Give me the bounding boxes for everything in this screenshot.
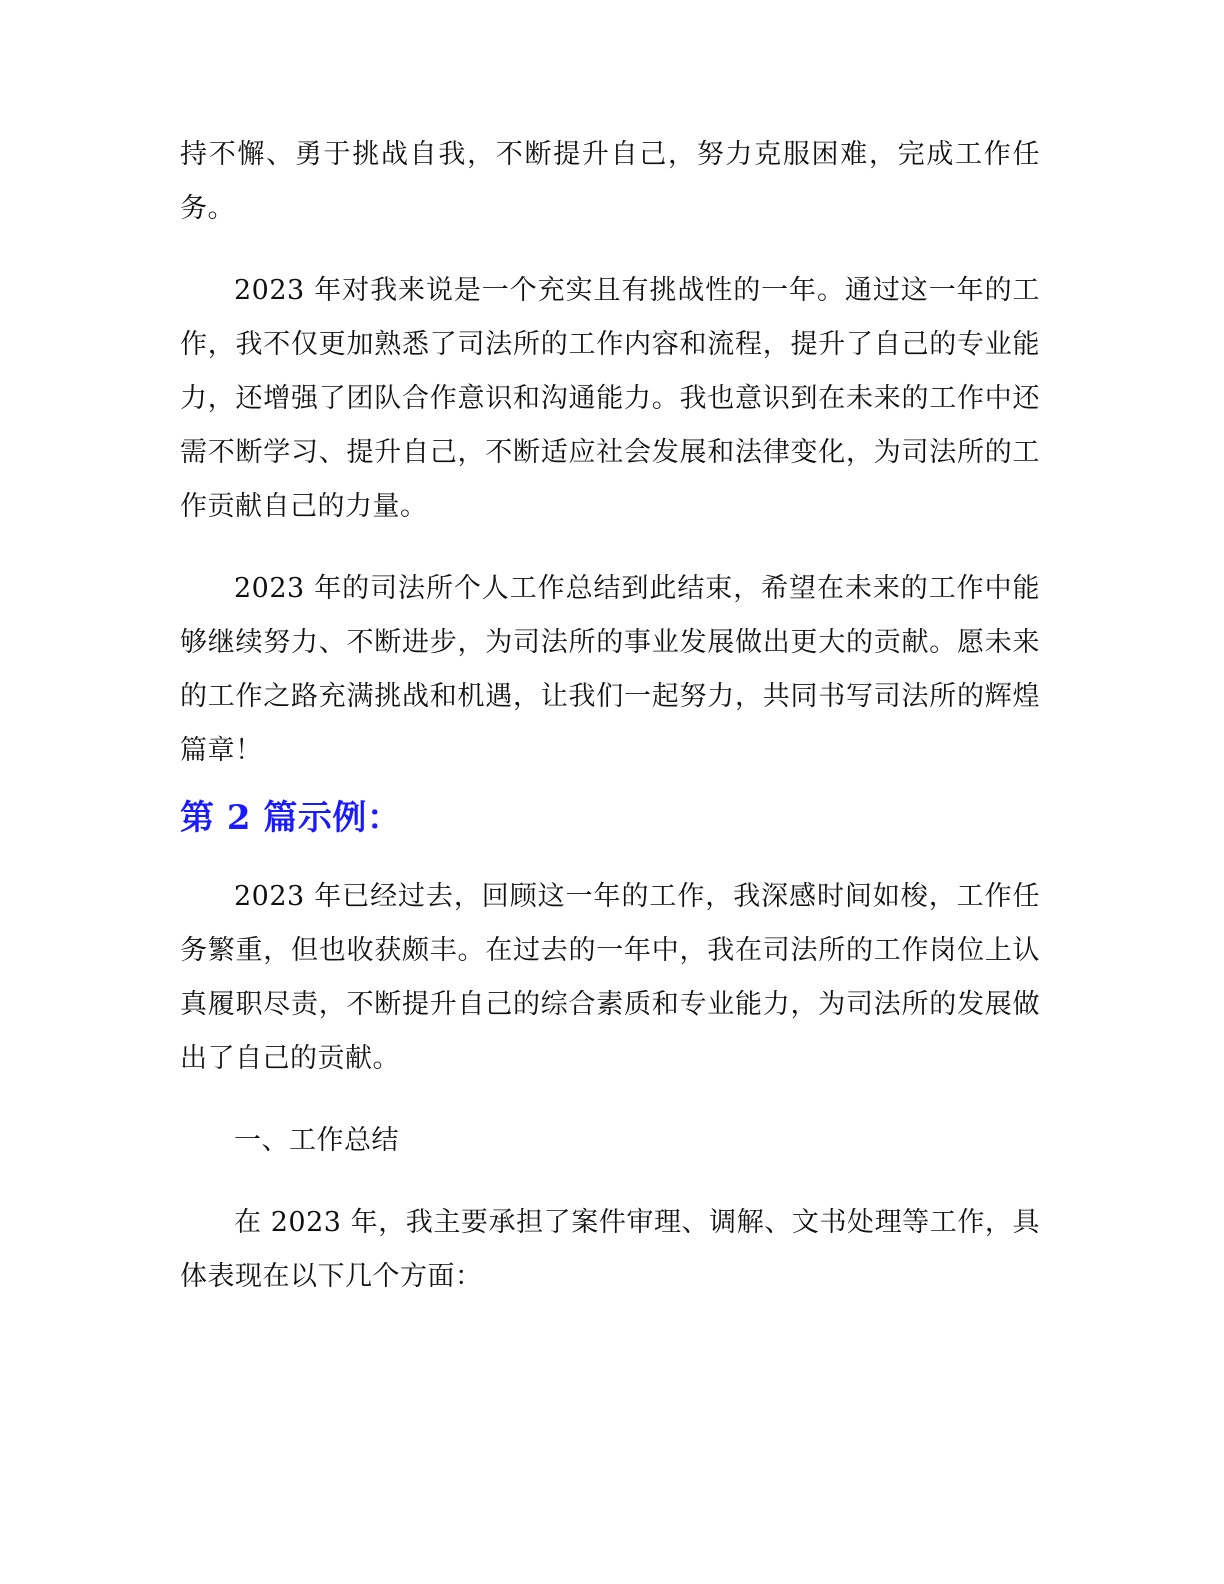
paragraph-continuation: 持不懈、勇于挑战自我，不断提升自己，努力克服困难，完成工作任务。: [180, 139, 1040, 224]
paragraph-gap: [180, 848, 1040, 870]
paragraph-gap: [180, 1168, 1040, 1196]
paragraph-work-details: 在 2023 年，我主要承担了案件审理、调解、文书处理等工作，具体表现在以下几个方面：: [180, 1207, 1040, 1292]
document-body: [180, 128, 1040, 1304]
paragraph-intro: 2023 年已经过去，回顾这一年的工作，我深感时间如梭，工作任务繁重，但也收获颇丰。在过去的一年中，我在司法所的工作岗位上认真履职尽责，不断提升自己的综合素质和专业能力，为司法所的发展做出了自己的贡献。: [180, 881, 1040, 1074]
paragraph-gap: [180, 236, 1040, 264]
paragraph-conclusion: 2023 年的司法所个人工作总结到此结束，希望在未来的工作中能够继续努力、不断进步，为司法所的事业发展做出更大的贡献。愿未来的工作之路充满挑战和机遇，让我们一起努力，共同书写司法所的辉煌篇章！: [180, 573, 1040, 766]
paragraph-year-reflection: 2023 年对我来说是一个充实且有挑战性的一年。通过这一年的工作，我不仅更加熟悉了司法所的工作内容和流程，提升了自己的专业能力，还增强了团队合作意识和沟通能力。我也意识到在未来的工作中还需不断学习、提升自己，不断适应社会发展和法律变化，为司法所的工作贡献自己的力量。: [180, 275, 1040, 522]
paragraph-gap: [180, 1086, 1040, 1114]
section-heading: 第 2 篇示例：: [180, 798, 402, 838]
subheading-work-summary: 一、工作总结: [234, 1125, 399, 1156]
paragraph-gap: [180, 534, 1040, 562]
